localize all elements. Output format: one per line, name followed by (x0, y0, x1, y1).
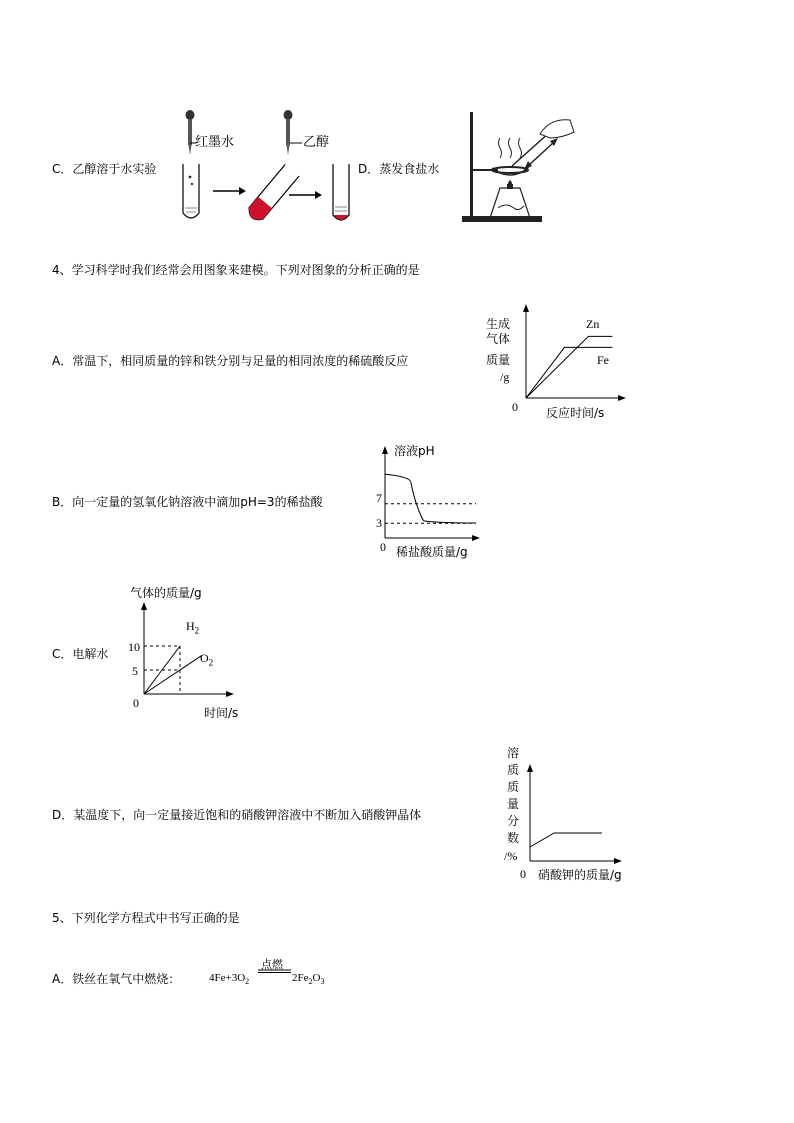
arrow-right-icon (213, 186, 247, 196)
q5-equation-lhs (209, 972, 249, 988)
chart-d-ylabel-6: 数 (507, 831, 520, 845)
chart-b-xlabel: 稀盐酸质量/g (396, 545, 468, 559)
chart-a-ylabel-2: 气体 (486, 332, 511, 346)
q4-option-b-label: B．向一定量的氢氧化钠溶液中滴加pH=3的稀盐酸 (52, 495, 323, 509)
chart-a (486, 300, 626, 422)
q5-rhs-sub2: 3 (320, 977, 325, 987)
q5-rhs-text-b: O (312, 972, 321, 984)
test-tube-water-icon (180, 163, 202, 223)
chart-d-ylabel-4: 量 (507, 797, 520, 811)
chart-b-ph-curve (385, 474, 476, 523)
chart-d-ylabel-2: 质 (507, 763, 520, 777)
q4-option-a-label: A．常温下，相同质量的锌和铁分别与足量的相同浓度的稀硫酸反应 (52, 354, 409, 368)
q5-condition: 点燃 (261, 958, 283, 971)
chart-c-origin: 0 (133, 696, 139, 710)
dropper-2-label: 乙醇 (303, 135, 330, 150)
chart-c-h2-symbol: H (186, 619, 195, 633)
chart-a-origin: 0 (512, 400, 518, 414)
chart-c-tick-5: 5 (132, 664, 138, 678)
chart-a-plot (486, 300, 626, 422)
chart-d (500, 744, 640, 888)
arrow-right-icon-2 (289, 190, 323, 200)
chart-c-o2-symbol: O (200, 651, 209, 665)
q5-stem: 5、下列化学方程式中书写正确的是 (52, 911, 240, 925)
chart-c-tick-10: 10 (128, 640, 140, 654)
q3-option-c-label: C．乙醇溶于水实验 (52, 162, 157, 176)
chart-d-ylabel-5: 分 (507, 814, 520, 828)
chart-b-origin: 0 (380, 540, 386, 554)
test-tube-mixed-icon (330, 163, 352, 225)
dropper-ethanol-icon (278, 108, 298, 158)
chart-d-plot (500, 744, 640, 888)
chart-c-xlabel: 时间/s (204, 706, 239, 720)
q5-rhs-text-a: 2Fe (292, 972, 309, 984)
chart-d-ylabel-3: 质 (507, 780, 520, 794)
dropper-red-ink-icon (180, 108, 200, 158)
q3-option-d-label: D．蒸发食盐水 (358, 162, 440, 176)
chart-a-line-zn (526, 336, 612, 398)
chart-c-h2-sub: 2 (194, 625, 200, 636)
dropper-1-label: 红墨水 (195, 135, 235, 150)
chart-c (122, 584, 252, 724)
leader-line-1 (190, 140, 200, 150)
chart-c-ylabel: 气体的质量/g (130, 586, 202, 600)
chart-a-series-zn-label: Zn (586, 317, 600, 331)
chart-a-ylabel-1: 生成 (486, 317, 511, 331)
q5-rhs-sub1: 2 (308, 977, 313, 987)
chart-b (376, 440, 486, 562)
chart-c-plot (122, 584, 252, 724)
q5-equals-bar (258, 969, 292, 974)
chart-c-o2-sub: 2 (208, 657, 214, 668)
chart-a-ylabel-4: /g (500, 370, 510, 384)
chart-b-plot (376, 440, 486, 562)
chart-b-tick-3: 3 (376, 516, 382, 530)
q5-lhs-sub: 2 (245, 977, 250, 987)
q4-option-d-label: D．某温度下，向一定量接近饱和的硝酸钾溶液中不断加入硝酸钾晶体 (52, 808, 422, 822)
chart-d-ylabel-1: 溶 (507, 746, 520, 760)
chart-c-line-o2 (144, 656, 202, 694)
q5-equation-rhs (292, 972, 324, 988)
evaporation-apparatus-icon (458, 108, 578, 230)
chart-d-line (530, 833, 602, 847)
chart-a-series-fe-label: Fe (597, 353, 609, 367)
q5-lhs-text: 4Fe+3O (209, 972, 246, 984)
chart-b-ylabel: 溶液pH (394, 444, 435, 458)
chart-a-ylabel-3: 质量 (486, 353, 511, 367)
chart-d-origin: 0 (520, 867, 526, 881)
chart-b-tick-7: 7 (376, 491, 382, 505)
chart-d-xlabel: 硝酸钾的质量/g (538, 868, 622, 882)
q4-option-c-label: C．电解水 (52, 647, 109, 661)
chart-d-ylabel-7: /% (504, 849, 518, 863)
leader-line-2 (290, 140, 306, 150)
q4-stem: 4、学习科学时我们经常会用图象来建模。下列对图象的分析正确的是 (52, 263, 420, 277)
q5-option-a-label: A．铁丝在氧气中燃烧： (52, 972, 181, 986)
chart-a-xlabel: 反应时间/s (546, 406, 605, 420)
